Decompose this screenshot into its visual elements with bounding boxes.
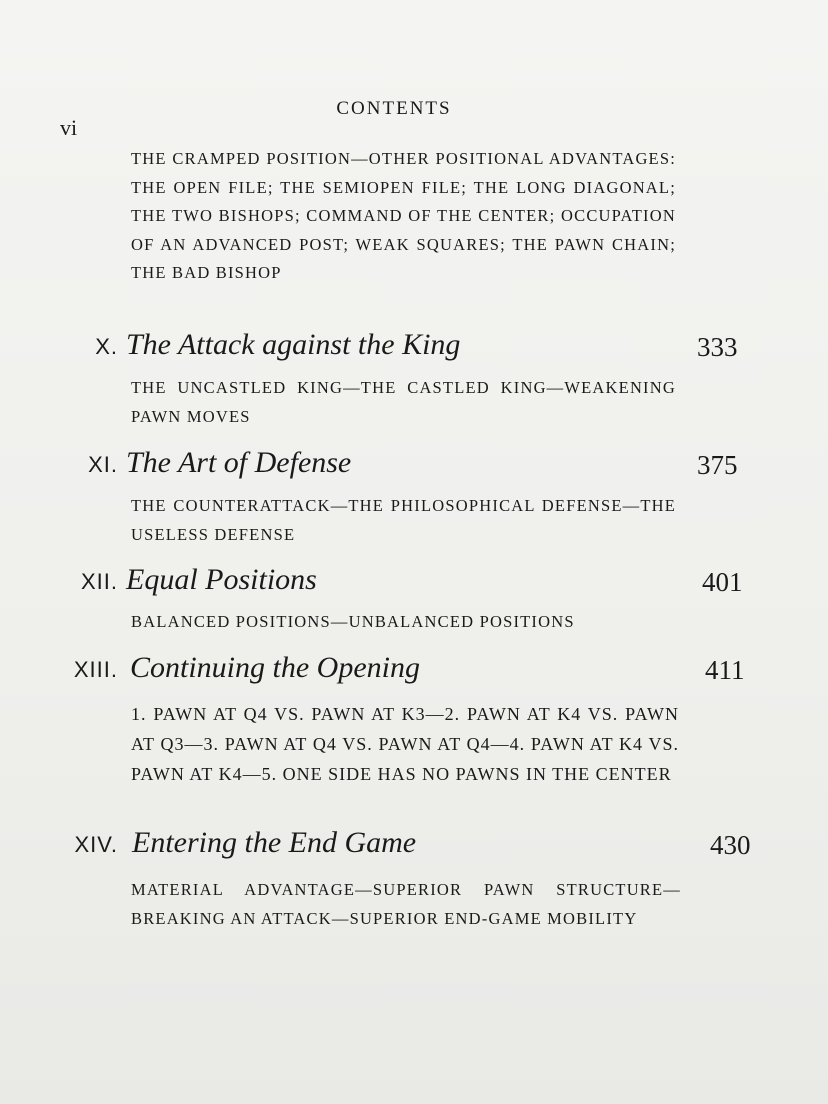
chapter-page-number: 333 [697,332,738,362]
chapter-page-number: 430 [710,830,751,860]
chapter-summary: THE COUNTERATTACK—THE PHILOSOPHICAL DEFENSE—THE USELESS DEFENSE [131,496,676,544]
chapter-title: The Art of Defense [126,446,352,479]
chapter-number: XIV. [74,832,118,857]
chapter-number: XI. [88,452,118,477]
chapter-title: Continuing the Opening [130,651,420,684]
chapter-title: Equal Positions [126,563,317,596]
page-folio: vi [60,115,78,140]
chapter-summary: BALANCED POSITIONS—UNBALANCED POSITIONS [131,612,575,631]
chapter-title: The Attack against the King [126,328,461,361]
chapter-page-number: 375 [697,450,738,480]
toc-entry-chapter-xii[interactable] [0,563,828,603]
chapter-summary: 1. PAWN AT Q4 VS. PAWN AT K3—2. PAWN AT K4 VS. PAWN AT Q3—3. PAWN AT Q4 VS. PAWN AT Q4—4. PAWN AT K4 VS. PAWN AT K4—5. ONE SIDE HAS NO PAWNS IN THE CENTER [131,704,679,784]
running-head: CONTENTS [336,98,452,119]
chapter-page-number: 401 [702,567,743,597]
toc-entry-chapter-x[interactable] [0,328,828,368]
chapter-number: XII. [80,569,118,594]
toc-entry-chapter-xiv[interactable] [0,826,828,866]
chapter-page-number: 411 [705,655,745,685]
chapter-title: Entering the End Game [132,826,417,859]
chapter-summary: THE UNCASTLED KING—THE CASTLED KING—WEAKENING PAWN MOVES [131,378,676,426]
chapter-summary: THE CRAMPED POSITION—OTHER POSITIONAL ADVANTAGES: THE OPEN FILE; THE SEMIOPEN FILE; THE LONG DIAGONAL; THE TWO BISHOPS; COMMAND OF THE CENTER; OCCUPATION OF AN ADVANCED POST; WEAK SQUARES; THE PAWN CHAIN; THE BAD BISHOP [131,149,676,282]
chapter-summary: MATERIAL ADVANTAGE—SUPERIOR PAWN STRUCTURE—BREAKING AN ATTACK—SUPERIOR END-GAME MOBILITY [131,880,681,928]
toc-entry-chapter-xi[interactable] [0,446,828,486]
chapter-number: X. [95,334,118,359]
chapter-number: XIII. [73,657,118,682]
toc-entry-chapter-xiii[interactable] [0,651,828,691]
